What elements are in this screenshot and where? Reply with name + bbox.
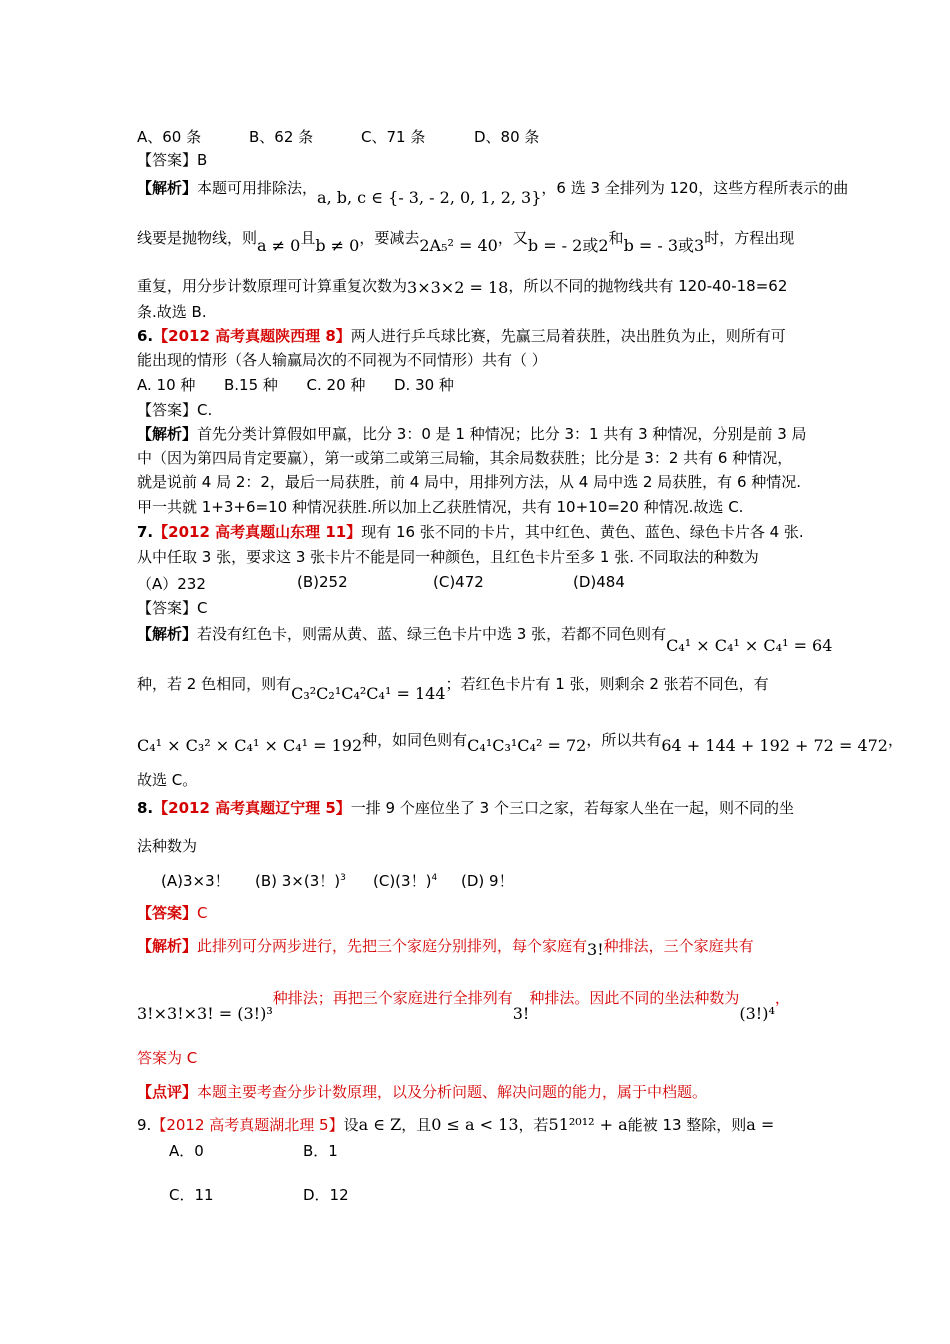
q5-option-c: C、71 条 [361, 128, 426, 146]
text: ；若红色卡片有 1 张，则剩余 2 张若不同色，有 [445, 675, 769, 693]
math-formula: b = - 2或2 [527, 236, 609, 255]
q7-stem-line1 [137, 522, 804, 542]
text: 现有 16 张不同的卡片，其中红色、黄色、蓝色、绿色卡片各 4 张. [361, 523, 804, 541]
text: 和 [608, 229, 624, 247]
text: 种排法；再把三个家庭进行全排列有 [272, 989, 513, 1007]
q7-answer: 【答案】C [137, 599, 208, 617]
q5-option-a: A、60 条 [137, 128, 202, 146]
q6-answer: 【答案】C. [137, 401, 213, 419]
superscript: 3 [340, 873, 346, 883]
text: ，又 [497, 229, 528, 247]
q8-answer [137, 903, 208, 923]
q8-option-c [373, 870, 437, 891]
q7-stem-line2: 从中任取 3 张，要求这 3 张卡片不能是同一种颜色，且红色卡片至多 1 张. 不同取法的种数为 [137, 548, 759, 566]
q7-explanation-line3 [137, 730, 903, 755]
source-tag: 【2012 高考真题陕西理 8】 [153, 327, 351, 345]
jiexi-label: 【解析】 [137, 937, 198, 955]
q5-explanation-line3 [137, 276, 787, 296]
q5-option-b: B、62 条 [249, 128, 314, 146]
text: 种，若 2 色相同，则有 [137, 675, 292, 693]
q9-stem [137, 1115, 774, 1135]
q5-answer: 【答案】B [137, 151, 208, 169]
text: 若没有红色卡，则需从黄、蓝、绿三色卡片中选 3 张，若都不同色则有 [197, 625, 667, 643]
text: ， [774, 989, 790, 1007]
q7-option-a: （A）232 [137, 575, 206, 593]
text: 能被 13 整除，则 [627, 1116, 747, 1134]
math-formula: C₄¹ × C₃² × C₄¹ × C₄¹ = 192 [137, 736, 363, 755]
q6-stem-line1 [137, 326, 786, 346]
text: (C)(3！) [373, 872, 432, 890]
math-formula: b = - 3或3 [623, 236, 705, 255]
q8-stem-line1 [137, 798, 794, 818]
text: 种排法，三个家庭共有 [603, 937, 754, 955]
q8-option-b [255, 870, 346, 891]
q7-explanation-line1 [137, 624, 833, 655]
q6-explanation-line3: 就是说前 4 局 2：2，最后一局获胜，前 4 局中，用排列方法，从 4 局中选 2 局获胜，有 6 种情况. [137, 473, 802, 491]
text: 两人进行乒乓球比赛，先赢三局着获胜，决出胜负为止，则所有可 [350, 327, 786, 345]
source-tag: 【2012 高考真题辽宁理 5】 [153, 799, 351, 817]
text: ，要减去 [359, 229, 420, 247]
text: (B) 3×(3！) [255, 872, 341, 890]
q5-option-d: D、80 条 [474, 128, 540, 146]
q8-dianping [137, 1082, 707, 1102]
math-formula: a ∈ Z [358, 1115, 402, 1134]
answer-value: C [197, 904, 208, 922]
q7-option-b: (B)252 [297, 573, 348, 591]
math-formula: 3!×3!×3! = (3!)³ [137, 1004, 273, 1023]
q7-explanation-line4: 故选 C。 [137, 771, 198, 789]
jiexi-label: 【解析】 [137, 179, 198, 197]
math-formula: a = [746, 1115, 775, 1134]
question-number: 8. [137, 799, 154, 817]
math-formula: b ≠ 0 [315, 236, 360, 255]
math-formula: 3! [587, 940, 604, 959]
q8-stem-line2: 法种数为 [137, 837, 198, 855]
q9-option-d: D．12 [303, 1186, 349, 1204]
text: 首先分类计算假如甲赢，比分 3：0 是 1 种情况；比分 3：1 共有 3 种情况，分别是前 3 局 [197, 425, 807, 443]
q6-stem-line2: 能出现的情形（各人输赢局次的不同视为不同情形）共有（ ） [137, 351, 547, 369]
math-formula: a, b, c ∈ {- 3, - 2, 0, 1, 2, 3} [317, 188, 542, 207]
question-number: 7. [137, 523, 154, 541]
math-formula: 3! [512, 1004, 530, 1023]
question-number: 9. [137, 1116, 152, 1134]
q6-explanation-line2: 中（因为第四局肯定要赢），第一或第二或第三局输，其余局数获胜；比分是 3：2 共有 6 种情况， [137, 449, 793, 467]
text: ，且 [401, 1116, 432, 1134]
math-formula: C₄¹C₃¹C₄² = 72 [467, 736, 587, 755]
math-formula: 64 + 144 + 192 + 72 = 472 [661, 736, 888, 755]
text: ，若 [518, 1116, 549, 1134]
q8-explanation-line3: 答案为 C [137, 1049, 198, 1067]
text: 此排列可分两步进行，先把三个家庭分别排列，每个家庭有 [197, 937, 588, 955]
q5-explanation-line1 [137, 178, 849, 207]
q7-explanation-line2 [137, 674, 769, 703]
source-tag: 【2012 高考真题湖北理 5】 [151, 1116, 344, 1134]
text: 且 [300, 229, 316, 247]
text: ，6 选 3 全排列为 120，这些方程所表示的曲 [541, 179, 849, 197]
jiexi-label: 【解析】 [137, 625, 198, 643]
superscript: 4 [431, 873, 438, 883]
q5-explanation-line2 [137, 228, 795, 255]
q8-explanation-line1 [137, 936, 754, 959]
math-formula: a ≠ 0 [257, 236, 301, 255]
q6-options: A. 10 种 B.15 种 C. 20 种 D. 30 种 [137, 376, 454, 394]
q6-explanation-line1 [137, 424, 807, 444]
text: 种，如同色则有 [362, 731, 468, 749]
q8-option-a: (A)3×3！ [161, 872, 230, 890]
q6-explanation-line4: 甲一共就 1+3+6=10 种情况获胜.所以加上乙获胜情况，共有 10+10=20 种情况.故选 C. [137, 498, 744, 516]
math-formula: 51²⁰¹² + a [548, 1115, 628, 1134]
q7-option-d: (D)484 [573, 573, 625, 591]
text: 设 [343, 1116, 359, 1134]
q7-option-c: (C)472 [433, 573, 484, 591]
math-formula: (3!)⁴ [739, 1004, 775, 1023]
answer-label: 【答案】 [137, 904, 198, 922]
q8-explanation-line2 [137, 988, 790, 1023]
text: 种排法。因此不同的坐法种数为 [529, 989, 740, 1007]
text: 时，方程出现 [704, 229, 795, 247]
jiexi-label: 【解析】 [137, 425, 198, 443]
q9-option-b: B．1 [303, 1142, 338, 1160]
math-formula: 0 ≤ a < 13 [431, 1115, 519, 1134]
text: ，所以共有 [586, 731, 662, 749]
math-formula: 3×3×2 = 18 [407, 278, 509, 297]
q9-option-a: A．0 [169, 1142, 204, 1160]
text: 本题主要考查分步计数原理，以及分析问题、解决问题的能力，属于中档题。 [197, 1083, 708, 1101]
source-tag: 【2012 高考真题山东理 11】 [153, 523, 362, 541]
text: ，所以不同的抛物线共有 120-40-18=62 [508, 277, 788, 295]
dianping-label: 【点评】 [137, 1083, 198, 1101]
q5-explanation-line4: 条.故选 B. [137, 303, 207, 321]
text: 本题可用排除法， [197, 179, 318, 197]
q9-option-c: C．11 [169, 1186, 214, 1204]
math-formula: 2A₅² = 40 [419, 236, 498, 255]
text: ， [887, 731, 903, 749]
text: 重复，用分步计数原理可计算重复次数为 [137, 277, 408, 295]
q8-option-d: (D) 9！ [461, 872, 514, 890]
math-formula: C₄¹ × C₄¹ × C₄¹ = 64 [666, 636, 833, 655]
text: 线要是抛物线，则 [137, 229, 258, 247]
math-formula: C₃²C₂¹C₄²C₄¹ = 144 [291, 684, 446, 703]
text: 一排 9 个座位坐了 3 个三口之家，若每家人坐在一起，则不同的坐 [350, 799, 794, 817]
question-number: 6. [137, 327, 154, 345]
